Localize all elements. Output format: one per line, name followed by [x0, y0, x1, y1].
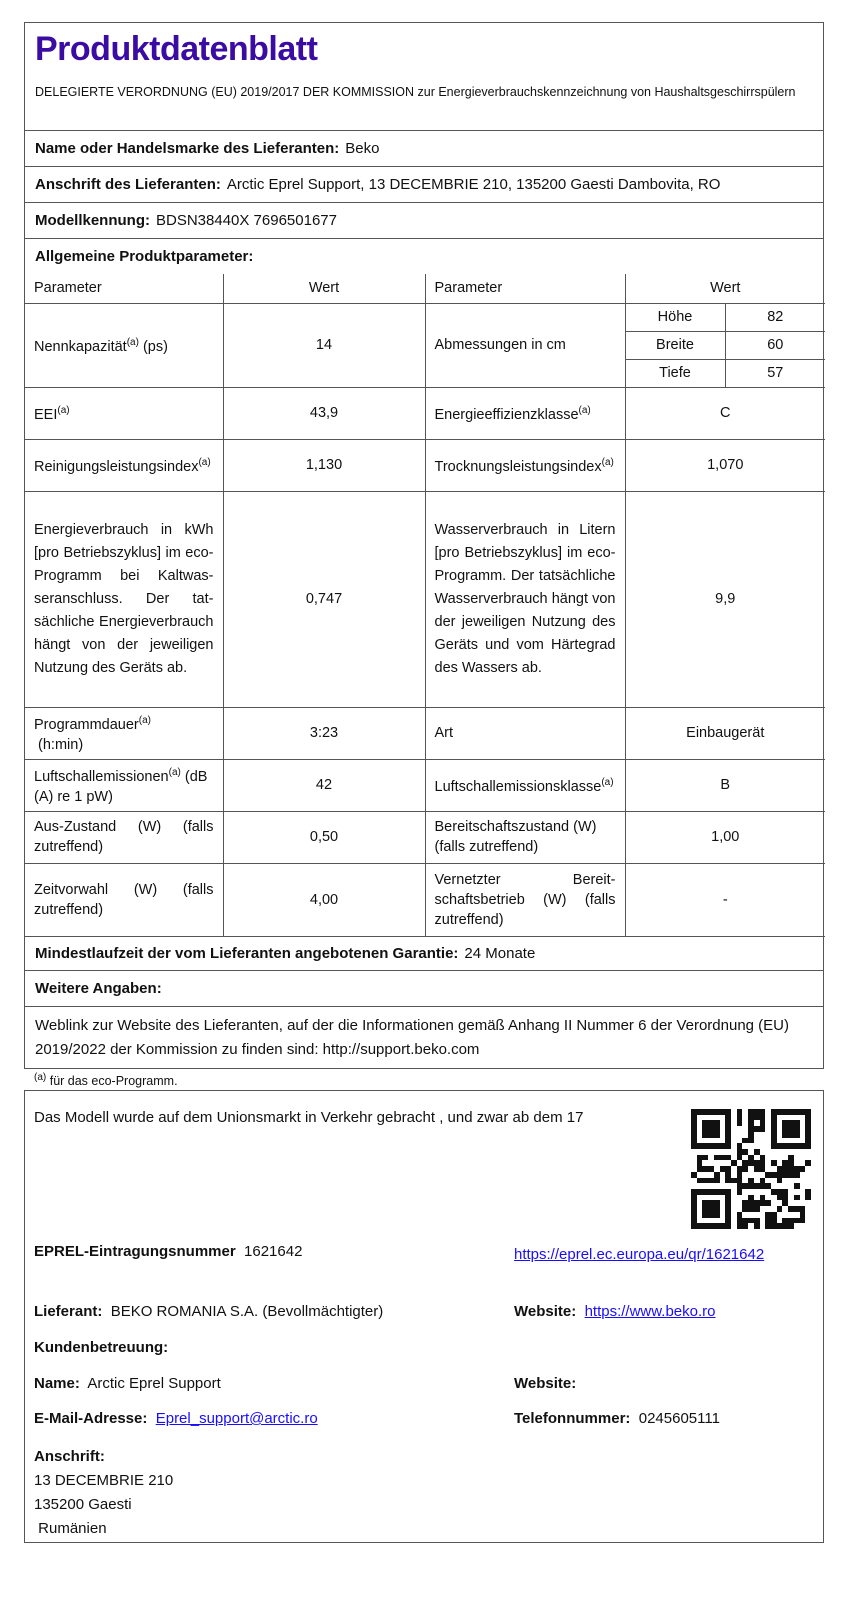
cleaning-index-label: Reinigungsleistungsindex$^{(a)}$	[25, 439, 223, 491]
energy-class-value: C	[625, 387, 825, 439]
regulation-subtitle: DELEGIERTE VERORDNUNG (EU) 2019/2017 DER KOMMISSION zur Energieverbrauchskennzeichnung von Haushaltsgeschirrspülern	[35, 85, 796, 99]
depth-value: 57	[725, 359, 825, 387]
model-row	[25, 203, 823, 239]
phone-label: Telefonnummer:	[514, 1410, 631, 1427]
header-value-2: Wert	[625, 274, 825, 303]
type-value: Einbaugerät	[625, 707, 825, 759]
width-value: 60	[725, 331, 825, 359]
duration-value: 3:23	[223, 707, 425, 759]
weblink-row	[25, 1007, 823, 1069]
product-datasheet	[24, 22, 824, 1069]
name-label: Name:	[34, 1375, 80, 1392]
duration-label: Programmdauer$^{(a)}$ (h:min)	[25, 707, 223, 759]
table-row	[25, 707, 825, 759]
header-parameter-2: Parameter	[425, 274, 625, 303]
weblink-text: Weblink zur Website des Lieferanten, auf der die Informationen gemäß Anhang II Nummer 6 der Verordnung (EU) 2019/2022 der Kommission zu finden sind: http://support.beko.com	[35, 1017, 790, 1058]
energy-consumption-value: 0,747	[223, 491, 425, 707]
off-mode-value: 0,50	[223, 811, 425, 863]
cleaning-index-value: 1,130	[223, 439, 425, 491]
eprel-value: 1621642	[244, 1243, 303, 1260]
qr-code-icon	[691, 1109, 811, 1229]
eei-value: 43,9	[223, 387, 425, 439]
table-row	[25, 439, 825, 491]
header-value: Wert	[223, 274, 425, 303]
capacity-value: 14	[223, 303, 425, 387]
website-label-2: Website:	[514, 1375, 577, 1392]
address-line: 13 DECEMBRIE 210	[34, 1472, 174, 1489]
supplier-value: Beko	[345, 140, 380, 157]
eprel-info-box	[24, 1090, 824, 1543]
table-row	[25, 303, 825, 331]
table-row	[25, 491, 825, 707]
depth-label: Tiefe	[625, 359, 725, 387]
height-value: 82	[725, 303, 825, 331]
drying-index-value: 1,070	[625, 439, 825, 491]
standby-label: Bereitschaftszustand (W) (falls zutreffend)	[425, 811, 625, 863]
email-label: E-Mail-Adresse:	[34, 1410, 148, 1427]
type-label: Art	[425, 707, 625, 759]
dimensions-label: Abmessungen in cm	[425, 303, 625, 387]
warranty-row	[25, 936, 823, 971]
address-heading: Anschrift:	[34, 1448, 105, 1465]
supplier-row	[25, 131, 823, 167]
address-block	[34, 1445, 173, 1541]
width-label: Breite	[625, 331, 725, 359]
email-link[interactable]: Eprel_support@arctic.ro	[155, 1410, 318, 1427]
header-parameter: Parameter	[25, 274, 223, 303]
table-row	[25, 811, 825, 863]
height-label: Höhe	[625, 303, 725, 331]
model-value: BDSN38440X 7696501677	[156, 212, 337, 229]
water-consumption-value: 9,9	[625, 491, 825, 707]
address-value: Arctic Eprel Support, 13 DECEMBRIE 210, 135200 Gaesti Dambovita, RO	[226, 176, 721, 193]
customer-service-heading: Kundenbetreuung:	[34, 1339, 169, 1356]
energy-consumption-label: Energieverbrauch in kWh [pro Betriebszyklus] im eco-Programm bei Kaltwasseranschluss. Der tatsächliche Energieverbrauch hängt von der jeweiligen Nutzung des Geräts ab.	[25, 491, 223, 707]
phone-value: 0245605111	[638, 1410, 720, 1427]
eei-label: EEI$^{(a)}$	[25, 387, 223, 439]
page-title: Produktdatenblatt	[35, 30, 318, 68]
networked-standby-label: Vernetzter Bereitschaftsbetrieb (W) (falls zutreffend)	[425, 863, 625, 936]
drying-index-label: Trocknungsleistungsindex$^{(a)}$	[425, 439, 625, 491]
water-consumption-label: Wasserverbrauch in Litern [pro Betriebszyklus] im eco-Programm. Der tatsächliche Wasserverbrauch hängt von der jeweiligen Nutzung des Geräts und vom Härtegrad des Wassers ab.	[425, 491, 625, 707]
capacity-label: Nennkapazität$^{(a)}$ (ps)	[25, 303, 223, 387]
eprel-label: EPREL-Eintragungsnummer	[34, 1243, 236, 1260]
noise-label: Luftschallemissionen$^{(a)}$ (dB (A) re 1 pW)	[25, 759, 223, 811]
general-row	[25, 239, 823, 274]
supplier-name: BEKO ROMANIA S.A. (Bevollmächtigter)	[110, 1303, 384, 1320]
header	[25, 23, 823, 131]
networked-standby-value: -	[625, 863, 825, 936]
website-label: Website:	[514, 1303, 577, 1320]
more-info-row	[25, 971, 823, 1007]
general-heading: Allgemeine Produktparameter:	[35, 248, 254, 265]
delay-start-value: 4,00	[223, 863, 425, 936]
address-line: 135200 Gaesti	[34, 1496, 132, 1513]
off-mode-label: Aus-Zustand (W) (falls zutreffend)	[25, 811, 223, 863]
market-date-text: Das Modell wurde auf dem Unionsmarkt in Verkehr gebracht , und zwar ab dem 17	[34, 1109, 584, 1126]
noise-class-value: B	[625, 759, 825, 811]
model-label: Modellkennung:	[35, 212, 150, 229]
warranty-value: 24 Monate	[464, 945, 536, 962]
address-row	[25, 167, 823, 203]
delay-start-label: Zeitvorwahl (W) (falls zutreffend)	[25, 863, 223, 936]
supplier-label-2: Lieferant:	[34, 1303, 103, 1320]
energy-class-label: Energieeffizienzklasse$^{(a)}$	[425, 387, 625, 439]
table-row	[25, 863, 825, 936]
standby-value: 1,00	[625, 811, 825, 863]
table-row	[25, 387, 825, 439]
more-info-heading: Weitere Angaben:	[35, 980, 162, 997]
supplier-label: Name oder Handelsmarke des Lieferanten:	[35, 140, 340, 157]
table-row	[25, 759, 825, 811]
noise-class-label: Luftschallemissionsklasse$^{(a)}$	[425, 759, 625, 811]
eprel-link[interactable]: https://eprel.ec.europa.eu/qr/1621642	[514, 1246, 765, 1263]
warranty-label: Mindestlaufzeit der vom Lieferanten angebotenen Garantie:	[35, 945, 459, 962]
table-header	[25, 274, 825, 303]
website-link[interactable]: https://www.beko.ro	[584, 1303, 716, 1320]
noise-value: 42	[223, 759, 425, 811]
address-line: Rumänien	[38, 1520, 107, 1537]
parameter-table	[25, 274, 825, 937]
address-label: Anschrift des Lieferanten:	[35, 176, 221, 193]
footnote: $^{(a)}$ für das eco-Programm.	[34, 1072, 178, 1089]
name-value: Arctic Eprel Support	[87, 1375, 221, 1392]
